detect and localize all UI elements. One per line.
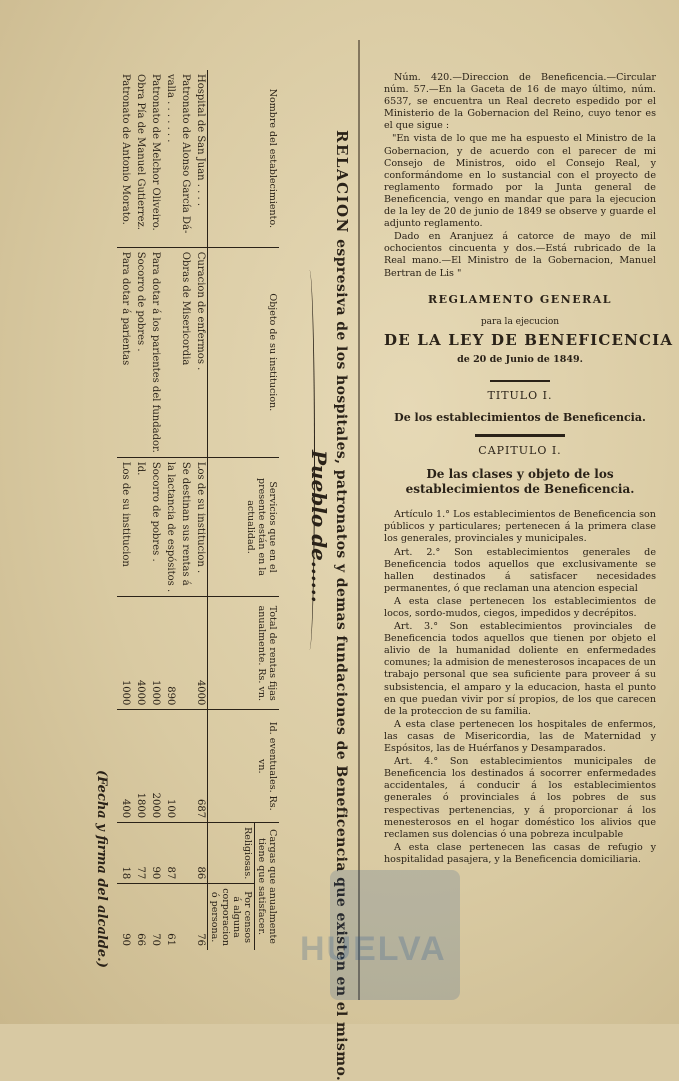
cell-total: 1000 [147, 597, 162, 710]
cell-event: 2000 [147, 710, 162, 823]
col-header-name: Nombre del establecimiento. [208, 70, 280, 247]
titulo-heading: TITULO I. [487, 388, 553, 402]
cell-total: 890 [162, 597, 177, 710]
ley-date: de 20 de Junio de 1849. [457, 353, 583, 365]
capitulo-heading: CAPITULO I. [478, 444, 562, 458]
cell-name: Patronato de Melchor Oliveiro. [147, 70, 162, 247]
col-header-censos: Por censos á alguna corporacion ó persona. [208, 884, 255, 950]
decree-signature: Dado en Aranjuez á catorce de mayo de mil ochocientos cincuenta y dos.—Está rubricado de la Real mano.—El Ministro de la Gobernacion, Manuel Bertran de Lis " [384, 231, 656, 279]
cell-serv: Los de su institucion . [192, 457, 208, 596]
cell-obj: Curacion de enfermos . [192, 247, 208, 457]
table-row [117, 70, 132, 950]
cell-censos [177, 884, 192, 950]
cell-relig [177, 823, 192, 884]
relation-rotated-block [85, 70, 355, 1081]
reglamento-title: REGLAMENTO GENERAL [427, 292, 613, 306]
cell-name: Obra Pía de Manuel Gutierrez. [132, 70, 147, 247]
cell-serv: Se destinan sus rentas á [177, 457, 192, 596]
cell-obj: Socorro de pobres . [132, 247, 147, 457]
table-row [192, 70, 208, 950]
cell-event: 100 [162, 710, 177, 823]
col-header-servicios: Servicios que en el presente están en la actualidad. [208, 457, 280, 596]
cell-serv: Socorro de pobres . [147, 457, 162, 596]
col-header-total: Total de rentas fijas anualmente. Rs. vn. [208, 597, 280, 710]
titulo-description: De los establecimientos de Beneficencia. [394, 411, 646, 425]
table-row [132, 70, 147, 950]
cell-total: 1000 [117, 597, 132, 710]
cell-event: 687 [192, 710, 208, 823]
article-4: Art. 4.° Son establecimientos municipales de Beneficencia los destinados á socorrer enfermedades accidentales, á conducir á los establecimientos generales ó provinciales á los pobres de sus respectivas pertenencias, y á proporcionar á los menesterosos en el hogar doméstico los alivios que reclamen sus dolencias ó una pobreza inculpable [384, 756, 656, 840]
table-row [177, 70, 192, 950]
cell-censos: 61 [165, 933, 176, 946]
cell-event: 400 [117, 710, 132, 823]
circular-paragraph: Núm. 420.—Direccion de Beneficencia.—Circular núm. 57.—En la Gaceta de 16 de mayo último, núm. 6537, se encuentra un Real decreto espedido por el Ministerio de la Gobernacion del Reino, cuyo tenor es el que sigue : [384, 72, 656, 132]
cell-relig: 90 [147, 823, 162, 884]
cell-censos: 66 [135, 933, 146, 946]
cell-serv: Los de su institucion [117, 457, 132, 596]
article-2: Art. 2.° Son establecimientos generales de Beneficencia todos aquellos que exclusivamente se hallen destinados á satisfacer necesidades permanentes, ó que reclaman una atencion especial [384, 546, 656, 594]
article-3-clase: A esta clase pertenecen los hospitales de enfermos, las casas de Misericordia, las de Maternidad y Espósitos, las de Huérfanos y Desamparados. [384, 718, 656, 755]
decree-paragraph: "En vista de lo que me ha espuesto el Ministro de la Gobernacion, y de acuerdo con el parecer de mi Consejo de Ministros, oido el Consejo Real, y conformándome en lo sustancial con el proyecto de reglamento formado por la Junta general de Beneficencia, vengo en mandar que para la ejecucion de la ley de 20 de junio de 1849 se observe y guarde el adjunto reglamento. [384, 133, 656, 230]
archive-watermark-text: HUELVA [300, 930, 447, 968]
article-3: Art. 3.° Son establecimientos provinciales de Beneficencia todos aquellos que tienen por objeto el alivio de la humanidad doliente en enfermedades comunes; la admision de menesterosos incapaces de un trabajo personal que sea suficiente para proveer á su subsistencia, el amparo y la educacion, hasta el punto en que puedan vivir por sí propios, de los que carecen de la proteccion de su familia. [384, 621, 656, 717]
relation-title [333, 130, 351, 1081]
relation-table [117, 70, 279, 950]
relation-title-lead: RELACION [333, 130, 351, 234]
cell-total: 4000 [132, 597, 147, 710]
cell-total: 4000 [192, 597, 208, 710]
article-1: Artículo 1.° Los establecimientos de Beneficencia son públicos y particulares; pertenecen á la primera clase los generales, provinciales y municipales. [384, 509, 656, 545]
cell-name: valla . . . . . . . [162, 70, 177, 247]
cell-obj [162, 247, 177, 457]
cell-name: Patronato de Alonso García Dá- [177, 70, 192, 247]
cell-total [177, 597, 192, 710]
cell-name: Hospital de San Juan . . . . [192, 70, 208, 247]
cell-censos: 76 [195, 933, 206, 946]
cell-event: 1800 [132, 710, 147, 823]
cell-relig: 77 [132, 823, 147, 884]
section-rule [475, 434, 565, 437]
capitulo-description: De las clases y objeto de los establecimientos de Beneficencia. [405, 467, 635, 497]
cell-relig: 18 [117, 823, 132, 884]
cell-serv: Id. [132, 457, 147, 596]
cell-relig: 86 [192, 823, 208, 884]
pueblo-label: Pueblo de...... [307, 450, 331, 603]
right-column [384, 72, 674, 867]
relation-title-rest: espresiva de los hospitales, patronatos y demas fundaciones de Beneficencia que existen en el mismo. [333, 239, 349, 1081]
table-row [162, 70, 177, 950]
signature-note: (Fecha y firma del alcalde.) [94, 770, 109, 968]
cell-obj: Para dotar á parientas [117, 247, 132, 457]
ley-title: DE LA LEY DE BENEFICENCIA [384, 330, 674, 349]
article-4-clase: A esta clase pertenecen las casas de refugio y hospitalidad pasajera, y la Beneficencia domiciliaria. [384, 841, 656, 865]
col-header-objeto: Objeto de su institucion. [208, 247, 280, 457]
cell-obj: Obras de Misericordia [177, 247, 192, 457]
page-divider [358, 40, 360, 1000]
article-2-clase: A esta clase pertenecen los establecimientos de locos, sordo-mudos, ciegos, impedidos y decrépitos. [384, 595, 656, 619]
section-rule [490, 380, 550, 382]
col-header-religiosas: Religiosas. [208, 823, 255, 884]
table-row [147, 70, 162, 950]
cell-obj: Para dotar á los parientes del fundador. [147, 247, 162, 457]
cell-serv: la lactancia de espósitos . [162, 457, 177, 596]
reglamento-subtitle: para la ejecucion [480, 316, 560, 327]
cell-name: Patronato de Antonio Morato. [117, 70, 132, 247]
cell-event [177, 710, 192, 823]
col-header-eventuales: Id. eventuales. Rs. vn. [208, 710, 280, 823]
cell-censos: 70 [150, 933, 161, 946]
cell-relig: 87 [162, 823, 177, 884]
col-header-cargas: Cargas que anualmente tiene que satisfacer. [255, 823, 280, 950]
relation-table-region [85, 70, 355, 1081]
cell-censos: 90 [120, 933, 131, 946]
